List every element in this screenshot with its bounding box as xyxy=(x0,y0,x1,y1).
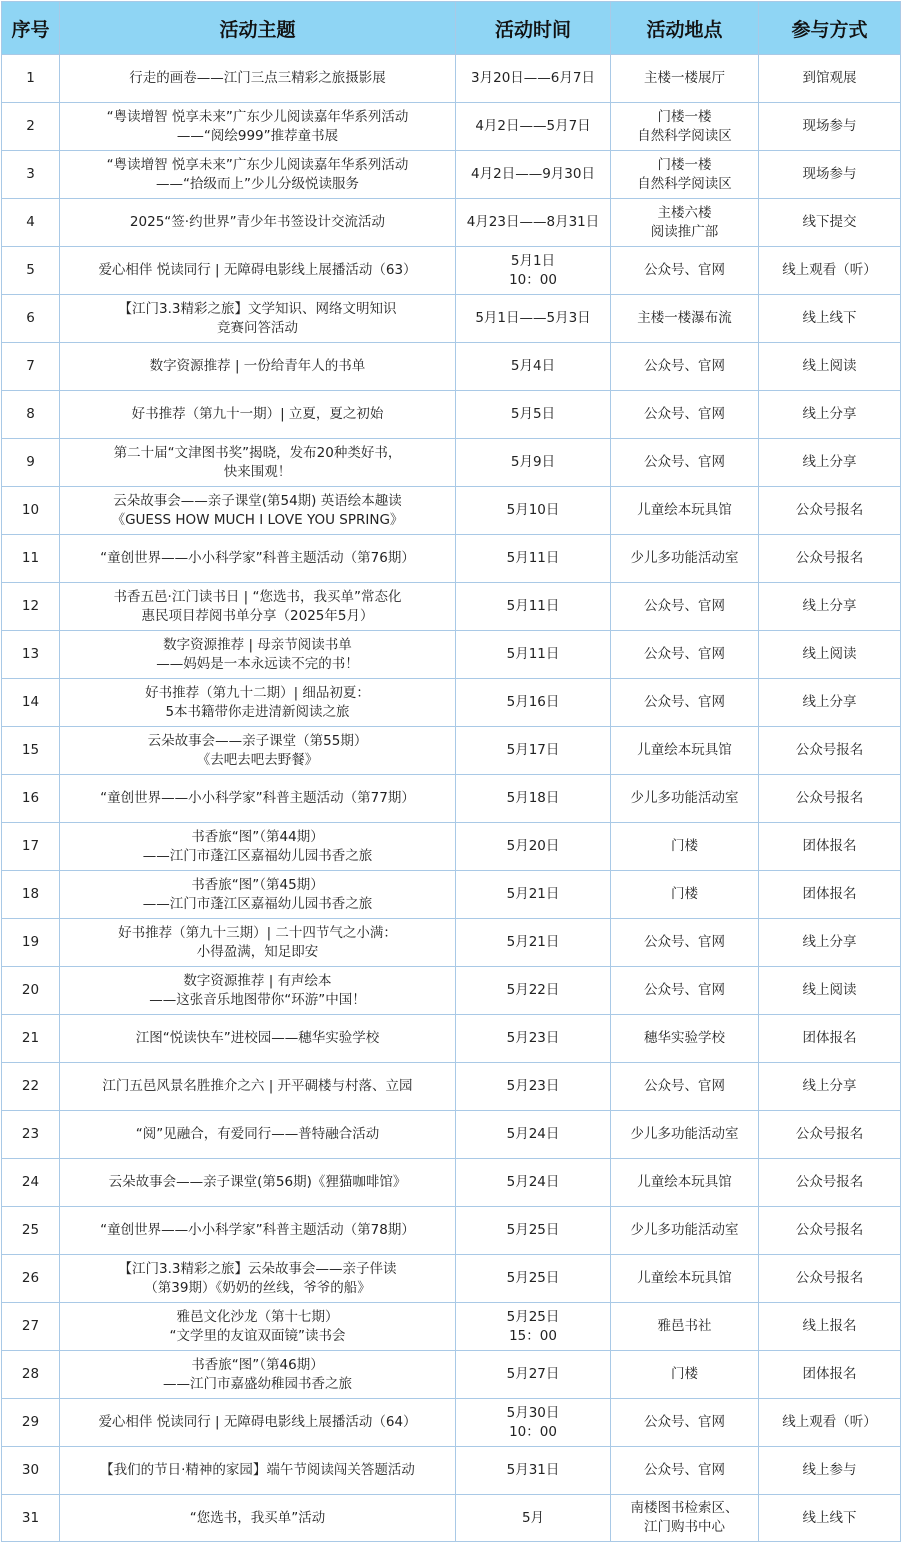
cell-time: 3月20日——6月7日 xyxy=(456,55,611,103)
cell-participation: 现场参与 xyxy=(759,103,901,151)
table-row xyxy=(2,583,901,631)
cell-index: 6 xyxy=(2,295,60,343)
cell-participation: 团体报名 xyxy=(759,823,901,871)
cell-index: 30 xyxy=(2,1447,60,1495)
cell-location: 儿童绘本玩具馆 xyxy=(611,1159,759,1207)
cell-time: 5月22日 xyxy=(456,967,611,1015)
cell-time: 5月11日 xyxy=(456,535,611,583)
cell-topic: “童创世界——小小科学家”科普主题活动（第76期） xyxy=(60,535,456,583)
cell-index: 4 xyxy=(2,199,60,247)
cell-index: 2 xyxy=(2,103,60,151)
cell-location: 主楼一楼展厅 xyxy=(611,55,759,103)
cell-time: 5月11日 xyxy=(456,583,611,631)
cell-topic: 2025“签·约世界”青少年书签设计交流活动 xyxy=(60,199,456,247)
cell-location: 门楼一楼 自然科学阅读区 xyxy=(611,103,759,151)
cell-topic: 书香旅“图”（第46期） ——江门市嘉盛幼稚园书香之旅 xyxy=(60,1351,456,1399)
cell-participation: 线上阅读 xyxy=(759,631,901,679)
cell-index: 14 xyxy=(2,679,60,727)
cell-participation: 线上线下 xyxy=(759,295,901,343)
cell-participation: 线上分享 xyxy=(759,679,901,727)
cell-participation: 线上报名 xyxy=(759,1303,901,1351)
cell-index: 15 xyxy=(2,727,60,775)
cell-location: 公众号、官网 xyxy=(611,1063,759,1111)
cell-topic: 云朵故事会——亲子课堂(第54期) 英语绘本趣读 《GUESS HOW MUCH I LOVE YOU SPRING》 xyxy=(60,487,456,535)
cell-participation: 公众号报名 xyxy=(759,1159,901,1207)
cell-time: 5月11日 xyxy=(456,631,611,679)
cell-participation: 线上阅读 xyxy=(759,967,901,1015)
cell-time: 5月18日 xyxy=(456,775,611,823)
cell-index: 23 xyxy=(2,1111,60,1159)
cell-topic: 好书推荐（第九十一期）| 立夏，夏之初始 xyxy=(60,391,456,439)
header-time: 活动时间 xyxy=(456,2,611,55)
cell-location: 南楼图书检索区、 江门购书中心 xyxy=(611,1495,759,1542)
cell-time: 5月1日——5月3日 xyxy=(456,295,611,343)
cell-topic: 爱心相伴 悦读同行 | 无障碍电影线上展播活动（63） xyxy=(60,247,456,295)
cell-topic: “阅”见融合，有爱同行——普特融合活动 xyxy=(60,1111,456,1159)
cell-time: 5月23日 xyxy=(456,1015,611,1063)
cell-participation: 线上观看（听） xyxy=(759,247,901,295)
cell-topic: 云朵故事会——亲子课堂(第56期)《狸猫咖啡馆》 xyxy=(60,1159,456,1207)
table-row xyxy=(2,535,901,583)
table-row xyxy=(2,1351,901,1399)
cell-time: 4月2日——9月30日 xyxy=(456,151,611,199)
cell-topic: 好书推荐（第九十三期）| 二十四节气之小满： 小得盈满，知足即安 xyxy=(60,919,456,967)
cell-location: 公众号、官网 xyxy=(611,631,759,679)
activity-table xyxy=(1,1,901,1542)
cell-location: 儿童绘本玩具馆 xyxy=(611,727,759,775)
cell-index: 25 xyxy=(2,1207,60,1255)
table-row xyxy=(2,679,901,727)
cell-location: 雅邑书社 xyxy=(611,1303,759,1351)
table-row xyxy=(2,1255,901,1303)
table-row xyxy=(2,727,901,775)
cell-time: 4月23日——8月31日 xyxy=(456,199,611,247)
cell-index: 7 xyxy=(2,343,60,391)
table-row xyxy=(2,1159,901,1207)
table-row xyxy=(2,103,901,151)
table-row xyxy=(2,919,901,967)
cell-participation: 线上阅读 xyxy=(759,343,901,391)
cell-participation: 线上分享 xyxy=(759,583,901,631)
cell-location: 公众号、官网 xyxy=(611,439,759,487)
cell-location: 门楼 xyxy=(611,1351,759,1399)
cell-participation: 线上分享 xyxy=(759,919,901,967)
cell-location: 公众号、官网 xyxy=(611,919,759,967)
cell-topic: 数字资源推荐 | 母亲节阅读书单 ——妈妈是一本永远读不完的书！ xyxy=(60,631,456,679)
cell-index: 9 xyxy=(2,439,60,487)
header-location: 活动地点 xyxy=(611,2,759,55)
cell-participation: 公众号报名 xyxy=(759,1207,901,1255)
cell-location: 公众号、官网 xyxy=(611,1399,759,1447)
cell-index: 11 xyxy=(2,535,60,583)
cell-time: 5月23日 xyxy=(456,1063,611,1111)
cell-location: 公众号、官网 xyxy=(611,391,759,439)
cell-participation: 线上观看（听） xyxy=(759,1399,901,1447)
table-row xyxy=(2,967,901,1015)
cell-time: 5月 xyxy=(456,1495,611,1542)
cell-time: 5月4日 xyxy=(456,343,611,391)
cell-location: 少儿多功能活动室 xyxy=(611,535,759,583)
cell-topic: 【江门3.3精彩之旅】云朵故事会——亲子伴读 （第39期）《奶奶的丝线，爷爷的船》 xyxy=(60,1255,456,1303)
cell-participation: 线下提交 xyxy=(759,199,901,247)
table-row xyxy=(2,1303,901,1351)
cell-participation: 团体报名 xyxy=(759,1015,901,1063)
cell-topic: 数字资源推荐 | 一份给青年人的书单 xyxy=(60,343,456,391)
cell-location: 公众号、官网 xyxy=(611,1447,759,1495)
table-row xyxy=(2,295,901,343)
cell-index: 26 xyxy=(2,1255,60,1303)
cell-index: 31 xyxy=(2,1495,60,1542)
cell-topic: 数字资源推荐 | 有声绘本 ——这张音乐地图带你“环游”中国！ xyxy=(60,967,456,1015)
table-row xyxy=(2,343,901,391)
cell-time: 5月1日 10：00 xyxy=(456,247,611,295)
cell-topic: “童创世界——小小科学家”科普主题活动（第78期） xyxy=(60,1207,456,1255)
table-row xyxy=(2,823,901,871)
cell-time: 5月25日 15：00 xyxy=(456,1303,611,1351)
cell-time: 5月16日 xyxy=(456,679,611,727)
cell-location: 公众号、官网 xyxy=(611,247,759,295)
cell-index: 22 xyxy=(2,1063,60,1111)
cell-location: 主楼一楼瀑布流 xyxy=(611,295,759,343)
cell-index: 5 xyxy=(2,247,60,295)
cell-participation: 公众号报名 xyxy=(759,1111,901,1159)
table-row xyxy=(2,391,901,439)
table-row xyxy=(2,775,901,823)
table-row xyxy=(2,1063,901,1111)
cell-time: 5月9日 xyxy=(456,439,611,487)
table-row xyxy=(2,247,901,295)
cell-topic: “粤读增智 悦享未来”广东少儿阅读嘉年华系列活动 ——“拾级而上”少儿分级悦读服务 xyxy=(60,151,456,199)
cell-location: 少儿多功能活动室 xyxy=(611,1207,759,1255)
table-row xyxy=(2,199,901,247)
cell-time: 5月5日 xyxy=(456,391,611,439)
header-topic: 活动主题 xyxy=(60,2,456,55)
cell-participation: 团体报名 xyxy=(759,1351,901,1399)
cell-location: 少儿多功能活动室 xyxy=(611,1111,759,1159)
cell-index: 27 xyxy=(2,1303,60,1351)
table-row xyxy=(2,631,901,679)
table-row xyxy=(2,487,901,535)
header-index: 序号 xyxy=(2,2,60,55)
cell-index: 18 xyxy=(2,871,60,919)
cell-index: 19 xyxy=(2,919,60,967)
cell-topic: 爱心相伴 悦读同行 | 无障碍电影线上展播活动（64） xyxy=(60,1399,456,1447)
cell-participation: 线上线下 xyxy=(759,1495,901,1542)
cell-topic: “您选书，我买单”活动 xyxy=(60,1495,456,1542)
cell-topic: 书香旅“图”（第44期） ——江门市蓬江区嘉福幼儿园书香之旅 xyxy=(60,823,456,871)
cell-participation: 到馆观展 xyxy=(759,55,901,103)
table-row xyxy=(2,1015,901,1063)
cell-topic: 行走的画卷——江门三点三精彩之旅摄影展 xyxy=(60,55,456,103)
cell-time: 5月20日 xyxy=(456,823,611,871)
cell-index: 20 xyxy=(2,967,60,1015)
cell-index: 29 xyxy=(2,1399,60,1447)
table-row xyxy=(2,1111,901,1159)
cell-topic: 第二十届“文津图书奖”揭晓，发布20种类好书， 快来围观！ xyxy=(60,439,456,487)
cell-index: 12 xyxy=(2,583,60,631)
cell-time: 5月30日 10：00 xyxy=(456,1399,611,1447)
cell-participation: 公众号报名 xyxy=(759,487,901,535)
cell-participation: 公众号报名 xyxy=(759,535,901,583)
cell-participation: 公众号报名 xyxy=(759,727,901,775)
cell-topic: 书香五邑·江门读书日 | “您选书，我买单”常态化 惠民项目荐阅书单分享（2025年5月） xyxy=(60,583,456,631)
cell-index: 17 xyxy=(2,823,60,871)
cell-location: 公众号、官网 xyxy=(611,343,759,391)
cell-topic: 云朵故事会——亲子课堂（第55期） 《去吧去吧去野餐》 xyxy=(60,727,456,775)
table-row xyxy=(2,55,901,103)
cell-time: 5月21日 xyxy=(456,871,611,919)
cell-location: 穗华实验学校 xyxy=(611,1015,759,1063)
cell-index: 3 xyxy=(2,151,60,199)
cell-time: 5月27日 xyxy=(456,1351,611,1399)
cell-participation: 线上参与 xyxy=(759,1447,901,1495)
cell-location: 儿童绘本玩具馆 xyxy=(611,487,759,535)
cell-topic: 【我们的节日·精神的家园】端午节阅读闯关答题活动 xyxy=(60,1447,456,1495)
cell-location: 主楼六楼 阅读推广部 xyxy=(611,199,759,247)
cell-location: 公众号、官网 xyxy=(611,583,759,631)
cell-topic: “粤读增智 悦享未来”广东少儿阅读嘉年华系列活动 ——“阅绘999”推荐童书展 xyxy=(60,103,456,151)
cell-index: 16 xyxy=(2,775,60,823)
cell-time: 4月2日——5月7日 xyxy=(456,103,611,151)
cell-time: 5月10日 xyxy=(456,487,611,535)
cell-index: 21 xyxy=(2,1015,60,1063)
cell-participation: 线上分享 xyxy=(759,391,901,439)
cell-participation: 现场参与 xyxy=(759,151,901,199)
cell-topic: 江图“悦读快车”进校园——穗华实验学校 xyxy=(60,1015,456,1063)
cell-topic: 书香旅“图”（第45期） ——江门市蓬江区嘉福幼儿园书香之旅 xyxy=(60,871,456,919)
cell-index: 13 xyxy=(2,631,60,679)
cell-location: 少儿多功能活动室 xyxy=(611,775,759,823)
cell-topic: 【江门3.3精彩之旅】文学知识、网络文明知识 竞赛问答活动 xyxy=(60,295,456,343)
cell-index: 8 xyxy=(2,391,60,439)
table-row xyxy=(2,439,901,487)
cell-time: 5月25日 xyxy=(456,1255,611,1303)
cell-index: 24 xyxy=(2,1159,60,1207)
cell-participation: 线上分享 xyxy=(759,1063,901,1111)
table-row xyxy=(2,1447,901,1495)
table-row xyxy=(2,1495,901,1542)
cell-index: 28 xyxy=(2,1351,60,1399)
cell-location: 公众号、官网 xyxy=(611,967,759,1015)
cell-participation: 公众号报名 xyxy=(759,1255,901,1303)
cell-participation: 团体报名 xyxy=(759,871,901,919)
cell-participation: 公众号报名 xyxy=(759,775,901,823)
table-row xyxy=(2,1207,901,1255)
cell-topic: 好书推荐（第九十二期）| 细品初夏： 5本书籍带你走进清新阅读之旅 xyxy=(60,679,456,727)
cell-time: 5月17日 xyxy=(456,727,611,775)
cell-location: 儿童绘本玩具馆 xyxy=(611,1255,759,1303)
cell-topic: 雅邑文化沙龙（第十七期） “文学里的友谊双面镜”读书会 xyxy=(60,1303,456,1351)
cell-location: 公众号、官网 xyxy=(611,679,759,727)
cell-topic: 江门五邑风景名胜推介之六 | 开平碉楼与村落、立园 xyxy=(60,1063,456,1111)
cell-time: 5月24日 xyxy=(456,1159,611,1207)
header-participation: 参与方式 xyxy=(759,2,901,55)
cell-participation: 线上分享 xyxy=(759,439,901,487)
cell-time: 5月24日 xyxy=(456,1111,611,1159)
cell-location: 门楼一楼 自然科学阅读区 xyxy=(611,151,759,199)
cell-location: 门楼 xyxy=(611,871,759,919)
table-row xyxy=(2,1399,901,1447)
header-row xyxy=(2,2,901,55)
cell-index: 10 xyxy=(2,487,60,535)
cell-time: 5月21日 xyxy=(456,919,611,967)
cell-time: 5月31日 xyxy=(456,1447,611,1495)
cell-topic: “童创世界——小小科学家”科普主题活动（第77期） xyxy=(60,775,456,823)
cell-index: 1 xyxy=(2,55,60,103)
table-row xyxy=(2,151,901,199)
cell-location: 门楼 xyxy=(611,823,759,871)
cell-time: 5月25日 xyxy=(456,1207,611,1255)
table-row xyxy=(2,871,901,919)
